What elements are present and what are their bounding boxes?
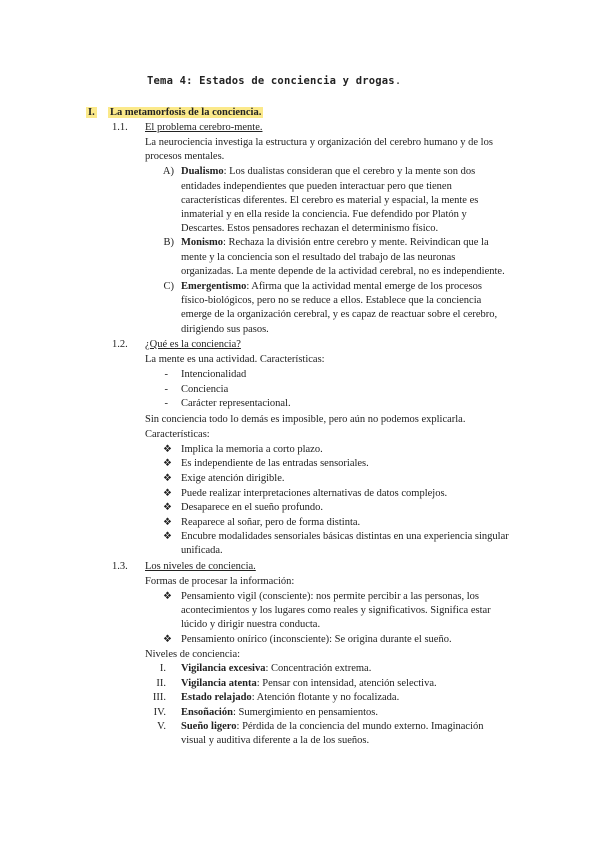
bullet-item: Pensamiento vigil (consciente): nos permite percibir a las personas, los [181,591,480,602]
subsection-1-3-number: 1.3. [112,561,128,572]
list-item-line: Dualismo: Los dualistas consideran que el cerebro y la mente son dos [181,166,476,177]
roman-numeral: V. [157,721,166,732]
subsection-1-1-heading: El problema cerebro-mente. [145,122,263,133]
subsection-1-2-heading: ¿Qué es la conciencia? [145,339,241,350]
dash-item: Intencionalidad [181,369,247,380]
section-1-heading: La metamorfosis de la conciencia. [110,107,262,118]
roman-numeral: II. [156,678,166,689]
diamond-bullet-icon: ❖ [163,473,172,484]
diamond-bullet-icon: ❖ [163,488,172,499]
list-item-line: inmaterial y en ella reside la conciencia. Fue defendido por Platón y [181,209,467,220]
level-item: Vigilancia atenta: Pensar con intensidad, atención selectiva. [181,678,437,689]
level-item: Sueño ligero: Pérdida de la conciencia del mundo externo. Imaginación [181,721,484,732]
dash-item: Carácter representacional. [181,398,291,409]
bullet-item: Puede realizar interpretaciones alternativas de datos complejos. [181,488,448,499]
list-item-line: Monismo: Rechaza la división entre cerebro y mente. Reivindican que la [181,237,489,248]
list-letter: B) [163,237,174,248]
dash-item: Conciencia [181,384,229,395]
diamond-bullet-icon: ❖ [163,502,172,513]
bullet-item: Es independiente de las entradas sensoriales. [181,458,369,469]
subsection-1-1-number: 1.1. [112,122,128,133]
list-item-line: emerge de la organización cerebral, y es capaz de reactuar sobre el cerebro, [181,309,498,320]
level-item: Vigilancia excesiva: Concentración extrema. [181,663,372,674]
diamond-bullet-icon: ❖ [163,458,172,469]
section-1-number: I. [88,107,95,118]
paragraph-line: La neurociencia investiga la estructura y organización del cerebro humano y de los [145,137,493,148]
bullet-item: Desaparece en el sueño profundo. [181,502,323,513]
list-letter: A) [162,166,174,177]
dash-marker: - [164,384,168,395]
subsection-1-2-number: 1.2. [112,339,128,350]
diamond-bullet-icon: ❖ [163,444,172,455]
dash-marker: - [164,369,168,380]
paragraph-line: Sin conciencia todo lo demás es imposible, pero aún no podemos explicarla. [145,414,466,425]
list-item-line: físico-biológicos, pero no se reduce a ellos. Establece que la conciencia [181,295,482,306]
paragraph-line: La mente es una actividad. Características: [145,354,325,365]
bullet-item: lúcido y dirigir nuestra conducta. [181,619,321,630]
list-item-line: Descartes. Estos pensadores rechazan el determinismo físico. [181,223,439,234]
list-item-line: características diferentes. El cerebro es material y espacial, la mente es [181,195,479,206]
bullet-item: acontecimientos y los lugares como reales y significativos. Significa estar [181,605,491,616]
paragraph-line: Formas de procesar la información: [145,576,295,587]
roman-numeral: I. [159,663,166,674]
list-item-line: organizadas. La mente depende de la actividad cerebral, no es independiente. [181,266,505,277]
list-letter: C) [163,281,174,292]
subsection-1-3-heading: Los niveles de conciencia. [145,561,256,572]
dash-marker: - [164,398,168,409]
bullet-item: Pensamiento onírico (inconsciente): Se origina durante el sueño. [181,634,452,645]
diamond-bullet-icon: ❖ [163,591,172,602]
document-title: Tema 4: Estados de conciencia y drogas. [147,75,402,87]
title-text: Tema 4: Estados de conciencia y drogas [147,75,395,87]
list-item-line: mente y la conciencia son el resultado del trabajo de las neuronas [181,252,456,263]
bullet-item: Encubre modalidades sensoriales básicas distintas en una experiencia singular [181,531,509,542]
bullet-item: unificada. [181,545,223,556]
paragraph-line: procesos mentales. [145,151,225,162]
list-item-line: dirigiendo sus pasos. [181,324,269,335]
diamond-bullet-icon: ❖ [163,517,172,528]
paragraph-line: Niveles de conciencia: [145,649,241,660]
diamond-bullet-icon: ❖ [163,531,172,542]
bullet-item: Implica la memoria a corto plazo. [181,444,323,455]
level-item: Estado relajado: Atención flotante y no focalizada. [181,692,400,703]
list-item-line: Emergentismo: Afirma que la actividad mental emerge de los procesos [181,281,483,292]
roman-numeral: IV. [153,707,166,718]
paragraph-line: Características: [145,429,210,440]
bullet-item: Reaparece al soñar, pero de forma distinta. [181,517,361,528]
list-item-line: entidades independientes que pueden interactuar pero que tienen [181,181,452,192]
diamond-bullet-icon: ❖ [163,634,172,645]
bullet-item: Exige atención dirigible. [181,473,285,484]
roman-numeral: III. [152,692,166,703]
level-item: visual y auditiva diferente a la de los sueños. [181,735,370,746]
level-item: Ensoñación: Sumergimiento en pensamientos. [181,707,378,718]
